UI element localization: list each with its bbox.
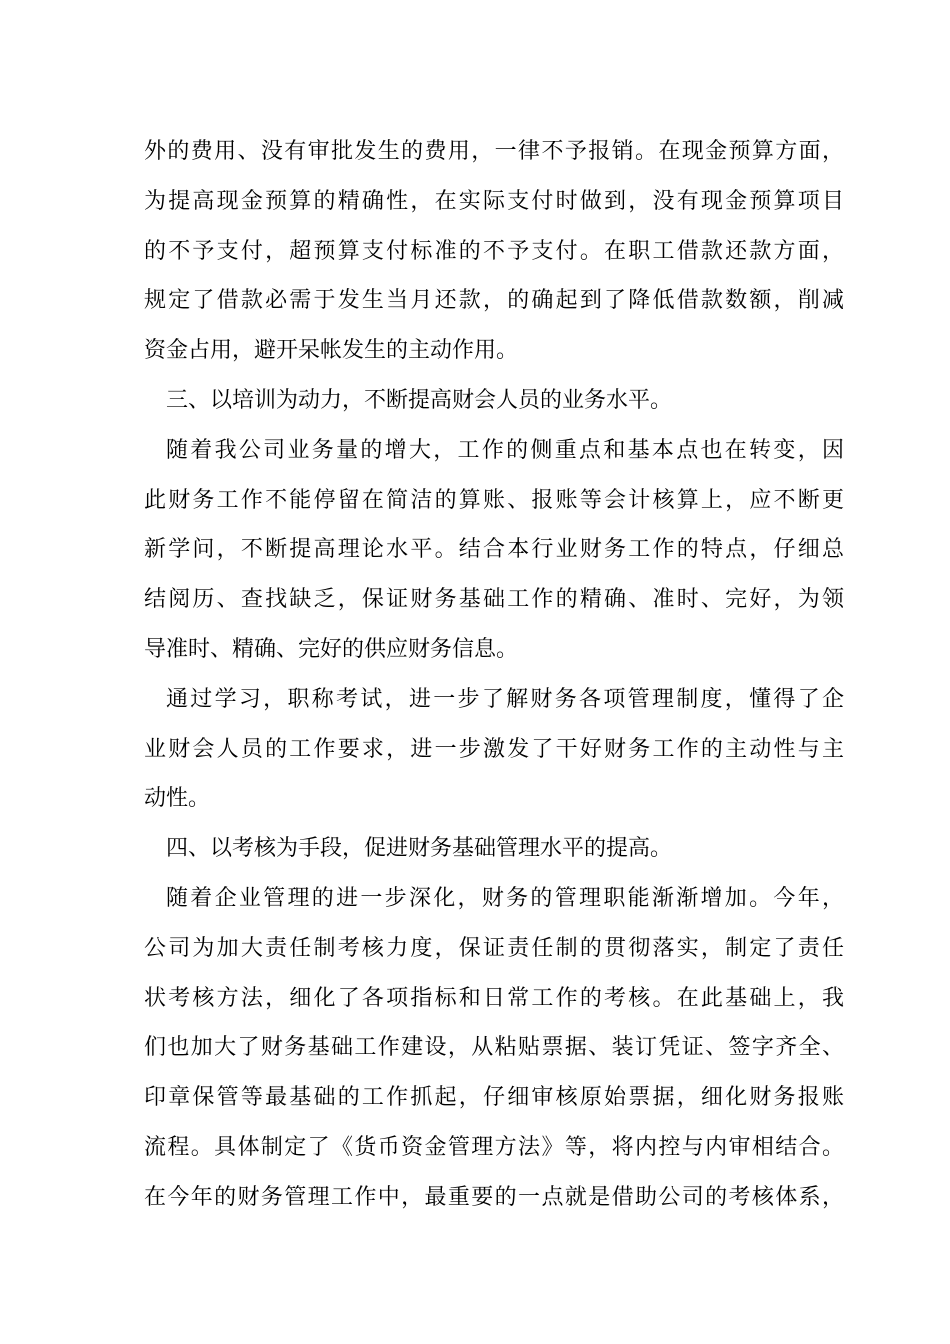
text-line: 规定了借款必需于发生当月还款，的确起到了降低借款数额，削减 xyxy=(144,288,844,314)
text-line: 四、以考核为手段，促进财务基础管理水平的提高。 xyxy=(166,836,673,862)
text-line: 的不予支付，超预算支付标准的不予支付。在职工借款还款方面， xyxy=(144,238,844,264)
text-line: 导准时、精确、完好的供应财务信息。 xyxy=(144,636,519,662)
text-line: 外的费用、没有审批发生的费用，一律不予报销。在现金预算方面， xyxy=(144,139,844,164)
text-line: 通过学习，职称考试，进一步了解财务各项管理制度，懂得了企 xyxy=(166,686,844,712)
text-line: 在今年的财务管理工作中，最重要的一点就是借助公司的考核体系， xyxy=(144,1184,844,1210)
text-line: 此财务工作不能停留在简洁的算账、报账等会计核算上，应不断更 xyxy=(144,487,844,513)
text-line: 新学问，不断提高理论水平。结合本行业财务工作的特点，仔细总 xyxy=(144,537,844,563)
text-line: 公司为加大责任制考核力度，保证责任制的贯彻落实，制定了责任 xyxy=(144,935,844,961)
document-body xyxy=(144,127,844,1223)
text-line: 业财会人员的工作要求，进一步激发了干好财务工作的主动性与主 xyxy=(144,736,844,762)
text-line: 资金占用，避开呆帐发生的主动作用。 xyxy=(144,338,519,364)
text-line: 动性。 xyxy=(144,786,211,812)
text-line: 们也加大了财务基础工作建设，从粘贴票据、装订凭证、签字齐全、 xyxy=(144,1035,844,1061)
text-line: 流程。具体制定了《货币资金管理方法》等，将内控与内审相结合。 xyxy=(144,1134,844,1160)
text-line: 状考核方法，细化了各项指标和日常工作的考核。在此基础上，我 xyxy=(144,985,844,1011)
text-line: 结阅历、查找缺乏，保证财务基础工作的精确、准时、完好，为领 xyxy=(144,587,844,613)
text-line: 印章保管等最基础的工作抓起，仔细审核原始票据，细化财务报账 xyxy=(144,1085,844,1111)
text-line: 随着我公司业务量的增大，工作的侧重点和基本点也在转变，因 xyxy=(166,437,844,463)
text-line: 三、以培训为动力，不断提高财会人员的业务水平。 xyxy=(166,387,673,413)
text-line: 为提高现金预算的精确性，在实际支付时做到，没有现金预算项目 xyxy=(144,188,844,214)
text-line: 随着企业管理的进一步深化，财务的管理职能渐渐增加。今年， xyxy=(166,885,844,911)
